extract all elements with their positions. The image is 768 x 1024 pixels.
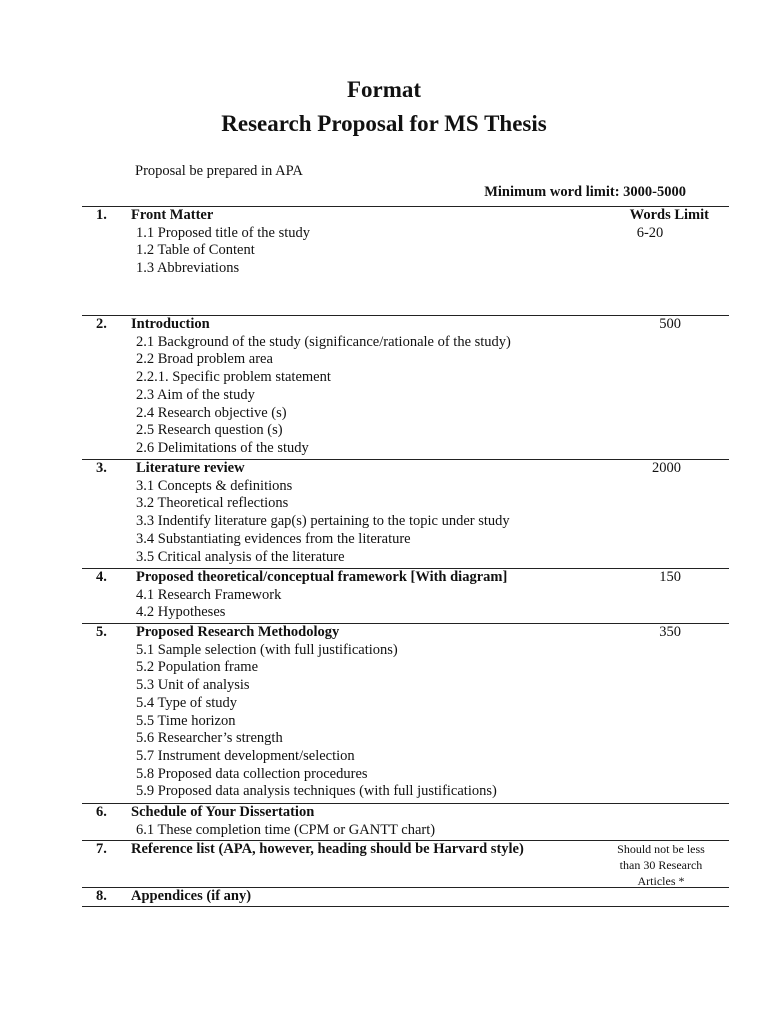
section-word-limit: 150 [659, 569, 681, 585]
section-number: 8. [96, 888, 107, 904]
section-items [136, 624, 497, 801]
list-item: 5.8 Proposed data collection procedures [136, 765, 368, 782]
section-heading: Reference list (APA, however, heading should be Harvard style) [131, 841, 524, 857]
list-item: 2.5 Research question (s) [136, 422, 283, 439]
list-item: 3.4 Substantiating evidences from the literature [136, 530, 411, 547]
section-heading: Front Matter [131, 207, 214, 223]
list-item: 2.2 Broad problem area [136, 351, 273, 368]
list-item: 5.5 Time horizon [136, 712, 236, 729]
section-word-limit: 6-20 [636, 224, 664, 241]
section-number: 3. [96, 460, 107, 476]
list-item: 4.1 Research Framework [136, 586, 282, 603]
section-number: 4. [96, 569, 107, 585]
list-item: 3.5 Critical analysis of the literature [136, 548, 345, 565]
list-item: 5.9 Proposed data analysis techniques (with full justifications) [136, 783, 497, 800]
section-introduction [82, 315, 729, 459]
list-item: 5.1 Sample selection (with full justifications) [136, 641, 398, 658]
list-item: 1.2 Table of Content [136, 242, 255, 259]
list-item: 1.1 Proposed title of the study [136, 224, 310, 241]
list-item: 5.7 Instrument development/selection [136, 747, 355, 764]
words-limit-header: Words Limit [629, 207, 709, 223]
list-item: 5.4 Type of study [136, 694, 238, 711]
sections-table [82, 206, 729, 907]
section-schedule [82, 803, 729, 840]
section-front-matter [82, 206, 729, 315]
section-word-limit: 350 [659, 624, 681, 640]
list-item: 2.3 Aim of the study [136, 386, 255, 403]
list-item: 2.6 Delimitations of the study [136, 439, 309, 456]
section-heading: Appendices (if any) [131, 888, 252, 904]
apa-note: Proposal be prepared in APA [135, 163, 303, 179]
section-items [136, 804, 435, 839]
list-item: 5.2 Population frame [136, 659, 259, 676]
section-number: 7. [96, 841, 107, 857]
section-word-limit: 2000 [652, 460, 681, 476]
minimum-word-limit: Minimum word limit: 3000-5000 [484, 184, 686, 200]
section-items [136, 460, 510, 566]
list-item: 5.3 Unit of analysis [136, 677, 250, 694]
section-items [136, 207, 310, 278]
section-number: 6. [96, 804, 107, 820]
section-heading: Schedule of Your Dissertation [131, 804, 315, 820]
section-items [136, 569, 281, 622]
document-title: Format [346, 77, 422, 102]
section-reference-list [82, 840, 729, 887]
section-appendices [82, 887, 729, 907]
section-number: 1. [96, 207, 107, 223]
list-item: 3.3 Indentify literature gap(s) pertaining to the topic under study [136, 513, 510, 530]
list-item: 2.2.1. Specific problem statement [136, 369, 331, 386]
section-heading: Literature review [136, 460, 245, 476]
list-item: 3.1 Concepts & definitions [136, 477, 293, 494]
list-item: 2.4 Research objective (s) [136, 404, 287, 421]
list-item: 6.1 These completion time (CPM or GANTT chart) [136, 821, 436, 838]
document-subtitle: Research Proposal for MS Thesis [221, 111, 547, 136]
section-literature-review [82, 459, 729, 568]
section-items [136, 316, 511, 458]
list-item: 3.2 Theoretical reflections [136, 495, 289, 512]
section-word-limit: Should not be less than 30 Research Articles * [617, 842, 705, 888]
list-item: 5.6 Researcher’s strength [136, 730, 283, 747]
section-heading: Proposed Research Methodology [136, 624, 340, 640]
list-item: 1.3 Abbreviations [136, 260, 240, 277]
list-item: 4.2 Hypotheses [136, 604, 226, 621]
section-word-limit: 500 [659, 316, 681, 332]
section-heading: Introduction [131, 316, 210, 332]
list-item: 2.1 Background of the study (significance/rationale of the study) [136, 333, 511, 350]
section-number: 2. [96, 316, 107, 332]
section-heading: Proposed theoretical/conceptual framework [With diagram] [136, 569, 508, 585]
section-framework [82, 568, 729, 623]
section-methodology [82, 623, 729, 803]
section-number: 5. [96, 624, 107, 640]
